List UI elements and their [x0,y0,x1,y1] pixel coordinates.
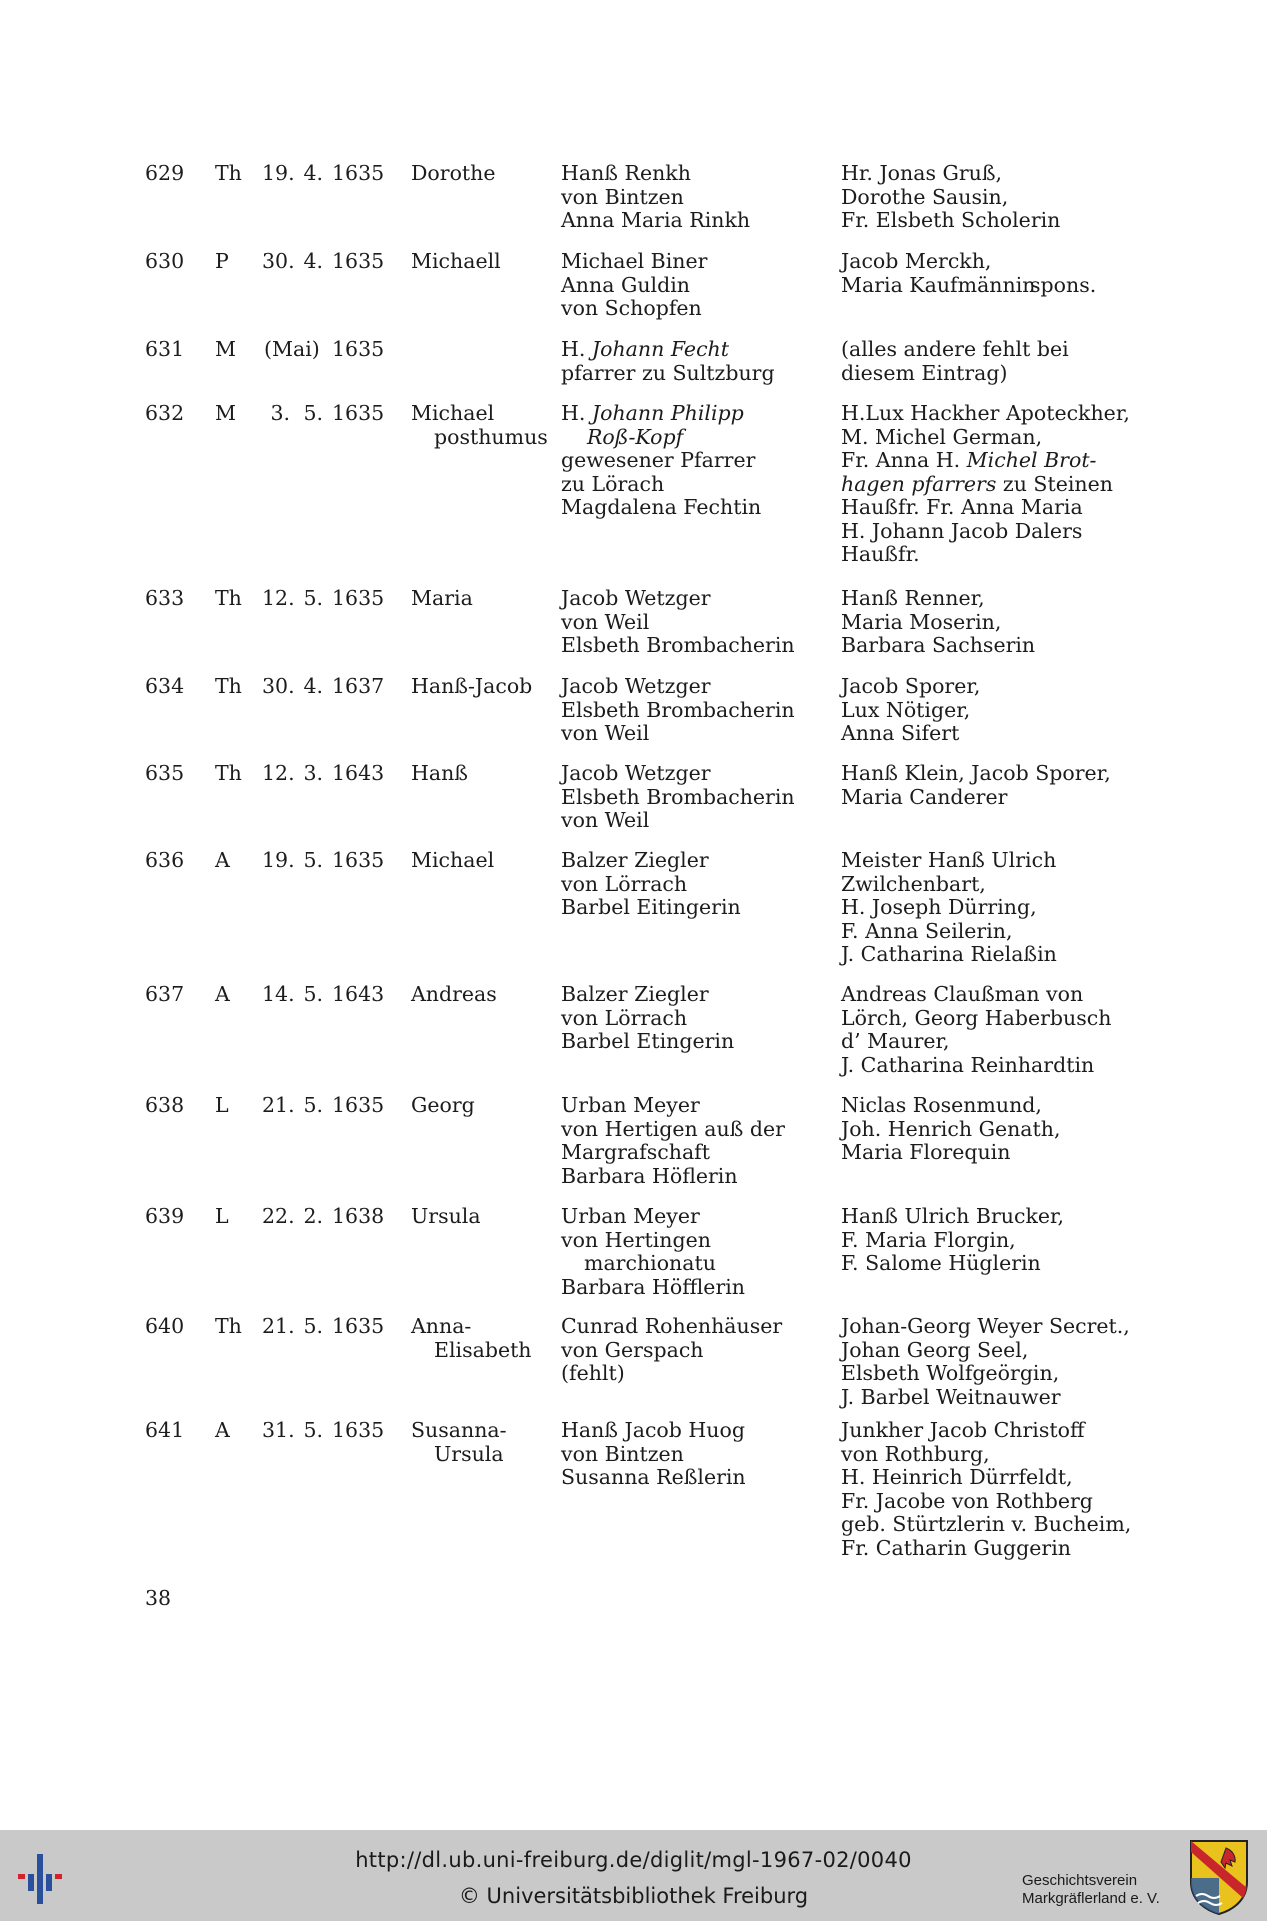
entry-code: Th [215,674,242,698]
entry-month: 5. [303,586,323,610]
page-number: 38 [145,1586,172,1610]
sponsors: Meister Hanß Ulrich Zwilchenbart, H. Joseph Dürring, F. Anna Seilerin, J. Catharina Rielaßin [841,848,1057,966]
entry-day: 22. [262,1204,295,1228]
entry-day: 21. [262,1314,295,1338]
entry-code: A [215,1418,230,1442]
sponsors: Jacob Merckh, Maria Kaufmännin [841,249,1036,297]
entry-year: 1635 [332,337,385,361]
entry-code: L [215,1204,229,1228]
entry-year: 1638 [332,1204,385,1228]
entry-number: 635 [145,761,185,785]
entry-month: 4. [303,161,323,185]
entry-month: 5. [303,1314,323,1338]
child-name: Michael posthumus [411,401,548,449]
entry-day: 21. [262,1093,295,1117]
document-url-link[interactable]: http://dl.ub.uni-freiburg.de/diglit/mgl-1967-02/0040 [355,1848,912,1872]
parents: H. Johann Philipp Roß-Kopf gewesener Pfarrer zu Lörach Magdalena Fechtin [561,401,762,519]
entry-month: 5. [303,1093,323,1117]
parents: Hanß Renkh von Bintzen Anna Maria Rinkh [561,161,751,232]
entry-code: Th [215,1314,242,1338]
sponsors: Andreas Claußman von Lörch, Georg Haberbusch d’ Maurer, J. Catharina Reinhardtin [841,982,1112,1077]
entry-month: 5. [303,1418,323,1442]
entry-year: 1635 [332,1093,385,1117]
entry-day: 31. [262,1418,295,1442]
parents: H. Johann Fecht pfarrer zu Sultzburg [561,337,775,385]
parents: Urban Meyer von Hertingen marchionatu Barbara Höfflerin [561,1204,745,1299]
child-name: Michaell [411,249,501,273]
child-name: Dorothe [411,161,496,185]
entry-month: 4. [303,249,323,273]
entry-number: 639 [145,1204,185,1228]
copyright-text: © Universitätsbibliothek Freiburg [458,1884,809,1908]
entry-year: 1635 [332,848,385,872]
entry-number: 634 [145,674,185,698]
sponsors: Hanß Renner, Maria Moserin, Barbara Sachserin [841,586,1036,657]
sponsors: Niclas Rosenmund, Joh. Henrich Genath, Maria Florequin [841,1093,1061,1164]
entry-month: 2. [303,1204,323,1228]
entry-day: 3. [270,401,290,425]
entry-code: Th [215,586,242,610]
entry-number: 636 [145,848,185,872]
sponsors-note: spons. [1030,272,1097,297]
parents: Jacob Wetzger Elsbeth Brombacherin von Weil [561,674,795,745]
parents: Balzer Ziegler von Lörrach Barbel Eitingerin [561,848,741,919]
entry-day: 14. [262,982,295,1006]
entry-month: 5. [303,401,323,425]
entry-day: 30. [262,674,295,698]
child-name: Susanna- Ursula [411,1418,507,1466]
parents: Urban Meyer von Hertigen auß der Margrafschaft Barbara Höflerin [561,1093,785,1188]
entry-number: 638 [145,1093,185,1117]
coat-of-arms-icon [1188,1838,1250,1916]
entry-year: 1635 [332,1418,385,1442]
entry-year: 1635 [332,249,385,273]
entry-code: P [215,249,229,273]
sponsors: Junkher Jacob Christoff von Rothburg, H. Heinrich Dürrfeldt, Fr. Jacobe von Rothberg geb. Stürtzlerin v. Bucheim, Fr. Catharin Guggerin [841,1418,1132,1560]
entry-code: L [215,1093,229,1117]
entry-code: A [215,848,230,872]
entry-year: 1635 [332,161,385,185]
entry-day: 19. [262,848,295,872]
child-name: Georg [411,1093,475,1117]
child-name: Hanß-Jacob [411,674,533,698]
entry-number: 629 [145,161,185,185]
entry-code: Th [215,761,242,785]
parents: Jacob Wetzger von Weil Elsbeth Brombacherin [561,586,795,657]
entry-year: 1643 [332,982,385,1006]
child-name: Michael [411,848,495,872]
sponsors: Hanß Ulrich Brucker, F. Maria Florgin, F. Salome Hüglerin [841,1204,1065,1275]
entry-year: 1635 [332,401,385,425]
entry-code: Th [215,161,242,185]
parents: Cunrad Rohenhäuser von Gerspach (fehlt) [561,1314,783,1385]
entry-day: 12. [262,586,295,610]
entry-year: 1643 [332,761,385,785]
entry-month: 3. [303,761,323,785]
sponsors: Hanß Klein, Jacob Sporer, Maria Canderer [841,761,1111,809]
entry-month: 4. [303,674,323,698]
parents: Hanß Jacob Huog von Bintzen Susanna Reßlerin [561,1418,746,1489]
entry-number: 631 [145,337,185,361]
entry-code: M [215,337,236,361]
entry-number: 632 [145,401,185,425]
entry-month: 5. [303,848,323,872]
child-name: Anna- Elisabeth [411,1314,532,1362]
society-name: Geschichtsverein Markgräflerland e. V. [1022,1872,1160,1907]
sponsors: Hr. Jonas Gruß, Dorothe Sausin, Fr. Elsbeth Scholerin [841,161,1061,232]
child-name: Hanß [411,761,468,785]
entry-code: M [215,401,236,425]
entry-number: 641 [145,1418,185,1442]
entry-day: 12. [262,761,295,785]
entry-number: 640 [145,1314,185,1338]
entry-code: A [215,982,230,1006]
parents: Michael Biner Anna Guldin von Schopfen [561,249,708,320]
sponsors: H.Lux Hackher Apoteckher, M. Michel German, Fr. Anna H. Michel Brot- hagen pfarrers zu Steinen Haußfr. Fr. Anna Maria H. Johann Jacob Dalers Haußfr. [841,401,1130,566]
entry-year: 1637 [332,674,385,698]
entry-month-missing: (Mai) [264,337,320,361]
entry-year: 1635 [332,1314,385,1338]
entry-month: 5. [303,982,323,1006]
entry-year: 1635 [332,586,385,610]
parents: Balzer Ziegler von Lörrach Barbel Etingerin [561,982,735,1053]
child-name: Andreas [411,982,497,1006]
sponsors: Jacob Sporer, Lux Nötiger, Anna Sifert [841,674,981,745]
child-name: Maria [411,586,473,610]
footer-bar [0,1830,1267,1921]
entry-day: 30. [262,249,295,273]
entry-number: 637 [145,982,185,1006]
sponsors: Johan-Georg Weyer Secret., Johan Georg Seel, Elsbeth Wolfgeörgin, J. Barbel Weitnauwer [841,1314,1130,1409]
entry-number: 633 [145,586,185,610]
sponsors: (alles andere fehlt bei diesem Eintrag) [841,337,1069,385]
entry-number: 630 [145,249,185,273]
parents: Jacob Wetzger Elsbeth Brombacherin von Weil [561,761,795,832]
entry-day: 19. [262,161,295,185]
child-name: Ursula [411,1204,481,1228]
